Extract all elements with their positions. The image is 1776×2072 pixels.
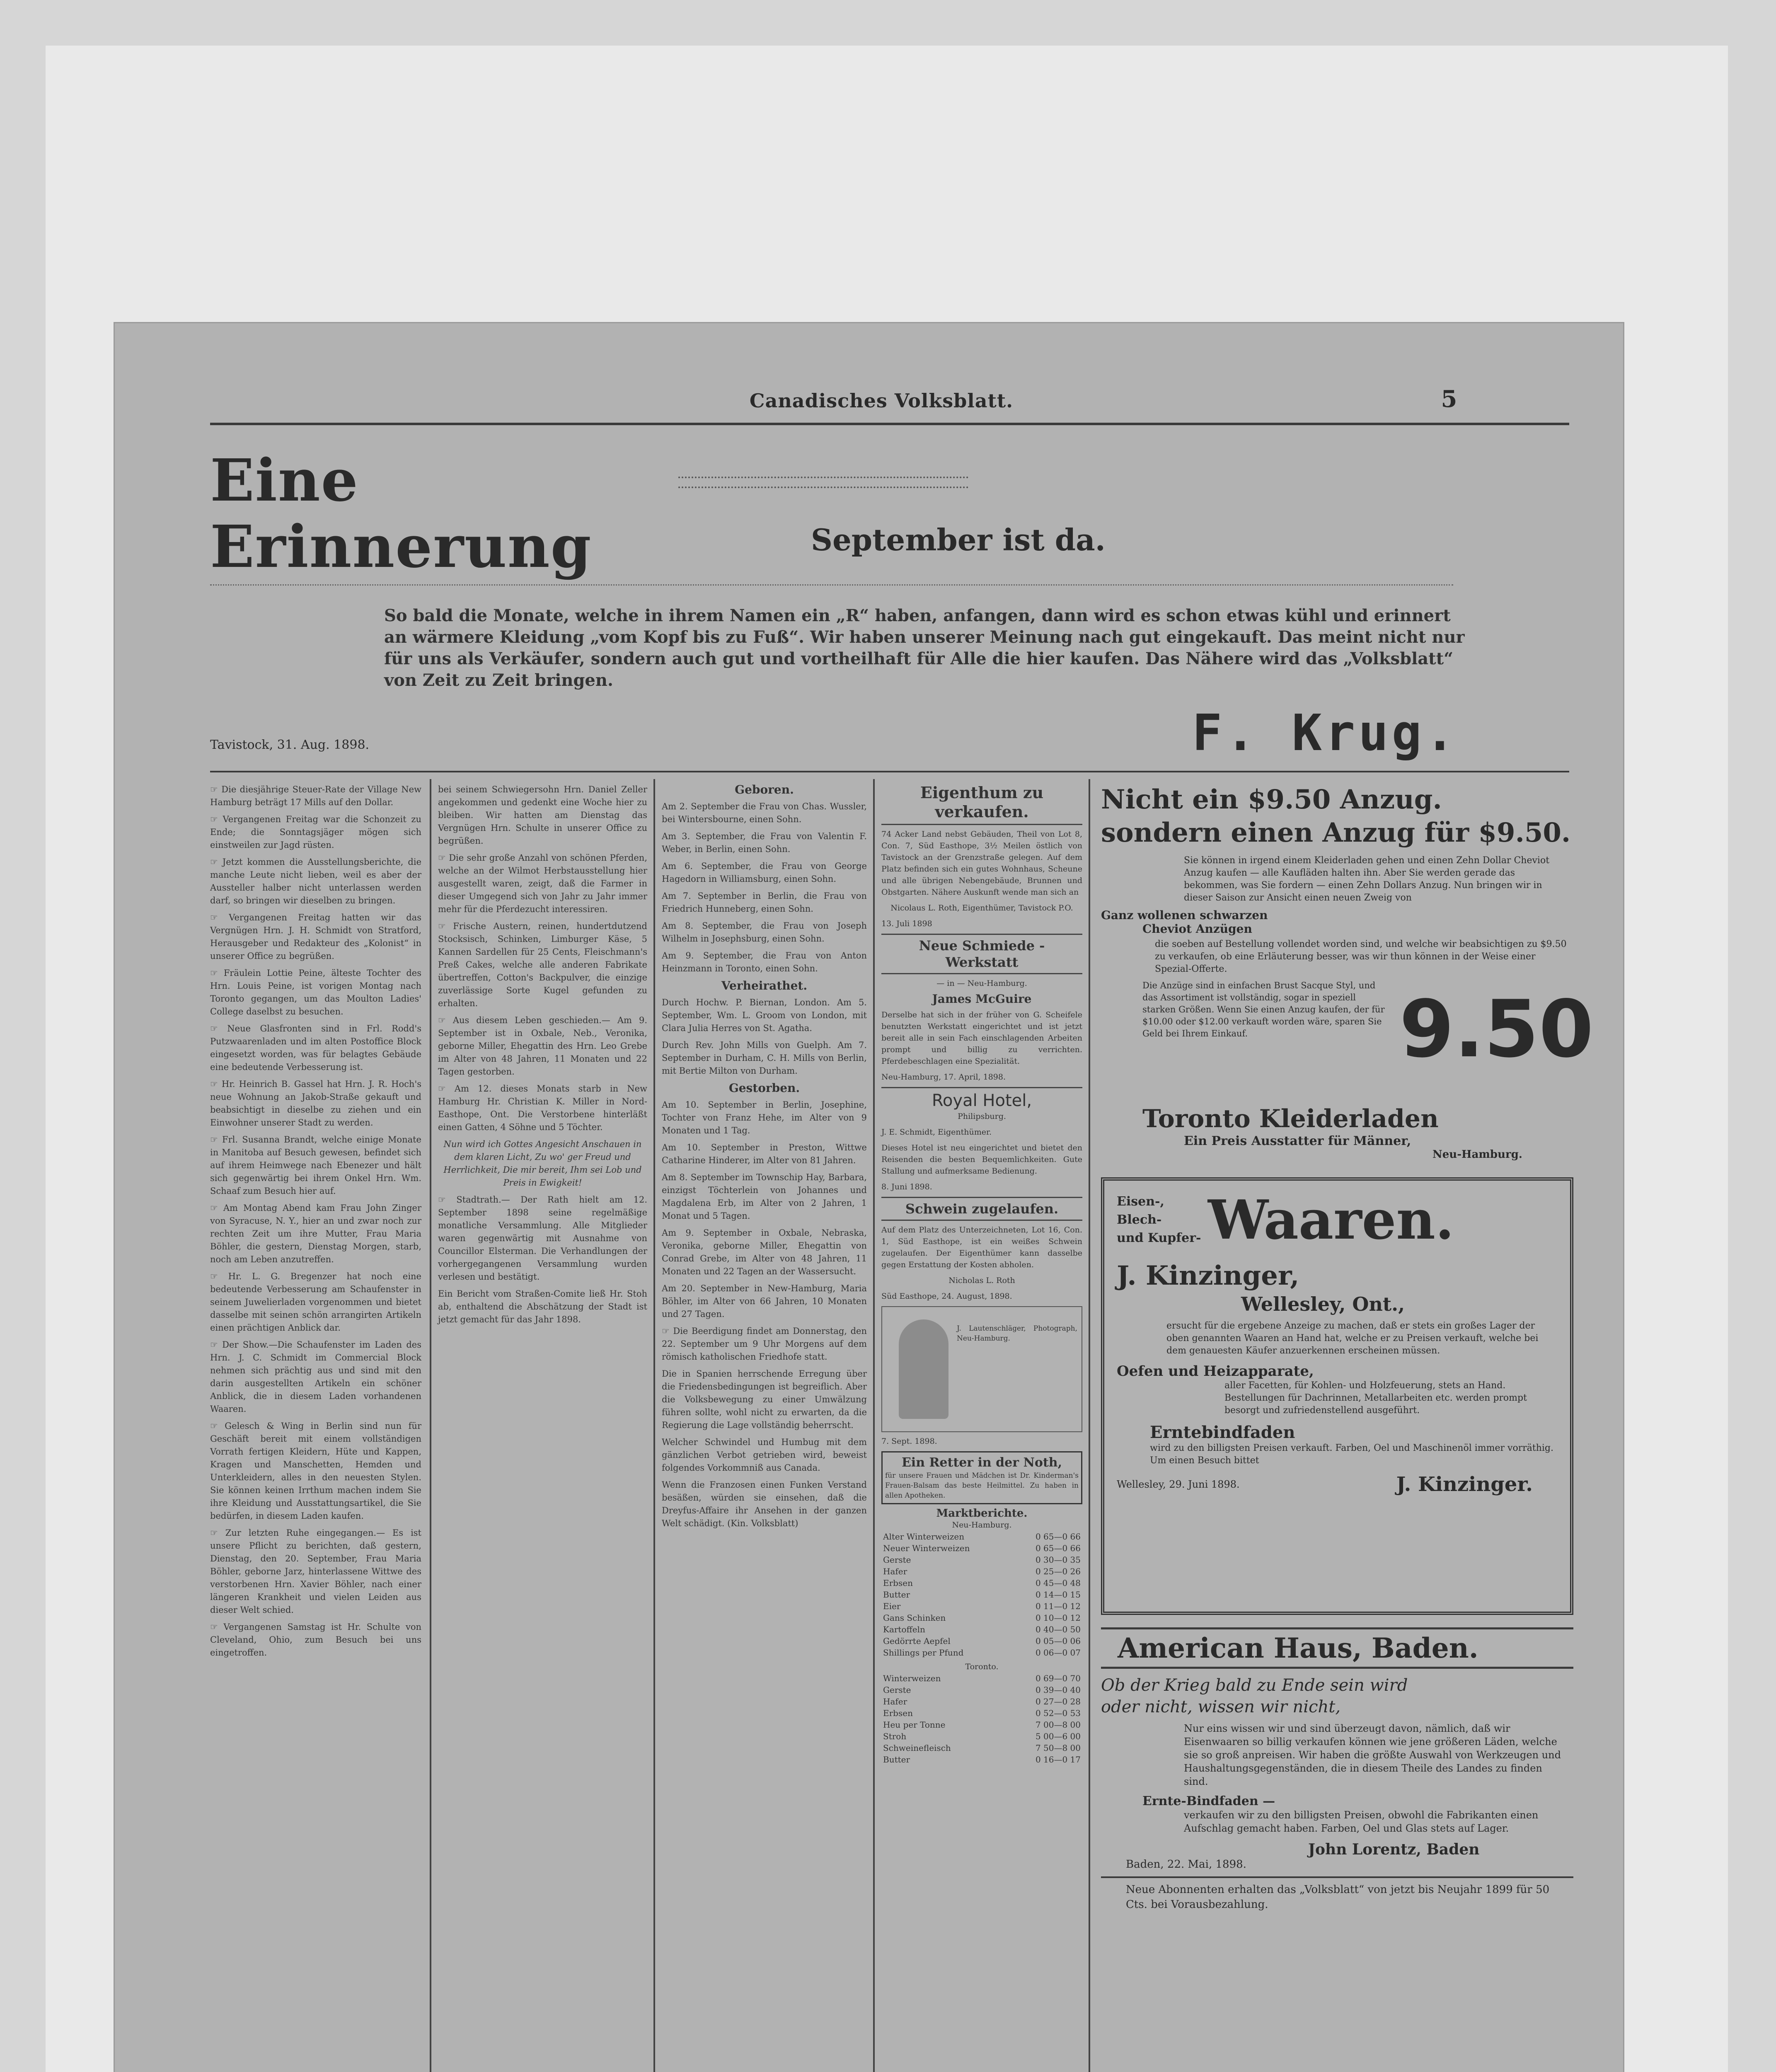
- geboren-heading: Geboren.: [735, 783, 794, 796]
- market-item: Erbsen: [883, 1578, 913, 1588]
- waaren-title: Waaren.: [1208, 1188, 1454, 1251]
- market-item: Gedörrte Aepfel: [883, 1636, 951, 1646]
- market-price: 0 14—0 15: [1035, 1590, 1081, 1600]
- market-row: [881, 1635, 1082, 1647]
- news-item: ☞ Neue Glasfronten sind in Frl. Rodd's Putzwaarenladen und im alten Postoffice Block eingesetzt worden, was für belagtes Gebäude eine bedeutende Verbesserung ist.: [210, 1024, 421, 1072]
- news-item: ☞ Fräulein Lottie Peine, älteste Tochter des Hrn. Louis Peine, ist vorigen Montag nach Toronto gegangen, um das Moulton Ladies' College daselbst zu besuchen.: [210, 968, 421, 1017]
- market-item: Kartoffeln: [883, 1624, 925, 1634]
- market-item: Neuer Winterweizen: [883, 1543, 970, 1553]
- ad-body: Dieses Hotel ist neu eingerichtet und bietet den Reisenden die besten Bequemlichkeiten. Gute Stallung und aufmerksame Bedienung.: [881, 1143, 1082, 1176]
- kinzinger-name: J. Kinzinger,: [1117, 1260, 1299, 1291]
- top-ad-body: So bald die Monate, welche in ihrem Namen ein „R“ haben, anfangen, dann wird es schon etwas kühl und erinnert an wärmere Kleidung „vom Kopf bis zu Fuß“. Wir haben unserer Meinung nach gut eingekauft. Das meint nicht nur für uns als Verkäufer, sondern auch gut und vortheilhaft für Alle die hier kaufen. Das Nähere wird das „Volksblatt“ von Zeit zu Zeit bringen.: [384, 606, 1465, 690]
- ad-date: Neu-Hamburg, 17. April, 1898.: [881, 1072, 1006, 1082]
- american-signature: John Lorentz, Baden: [1308, 1841, 1480, 1858]
- market-price: 7 50—8 00: [1035, 1743, 1081, 1753]
- eigenthum-heading: Eigenthum zu verkaufen.: [881, 783, 1082, 825]
- market-row: [881, 1754, 1082, 1765]
- kinzinger-body: ersucht für die ergebene Anzeige zu machen, daß er stets ein großes Lager der oben genannten Waaren an Hand hat, welche er zu Preisen verkauft, welche bei dem genauesten Käufer anzuerkennen erscheinen müssen.: [1166, 1321, 1539, 1356]
- ad-body: 74 Acker Land nebst Gebäuden, Theil von Lot 8, Con. 7, Süd Easthope, 3½ Meilen östlich von Tavistock an der Grenzstraße gelegen. Auf dem Platz befinden sich ein gutes Wohnhaus, Scheune und alle übrigen Nebengebäude, Brunnen und Obstgarten. Nähere Auskunft wende man sich an: [881, 830, 1082, 897]
- market-row: [881, 1566, 1082, 1577]
- divider-ornament: [210, 584, 1453, 590]
- kinzinger-date: Wellesley, 29. Juni 1898.: [1117, 1479, 1240, 1490]
- notice-item: Durch Hochw. P. Biernan, London. Am 5. September, Wm. L. Groom von London, mit Clara Julia Herres von St. Agatha.: [662, 997, 867, 1033]
- paper-title: Canadisches Volksblatt.: [749, 390, 1014, 412]
- market-row: [881, 1719, 1082, 1731]
- top-ad-headline: Eine Erinnerung: [210, 447, 592, 581]
- news-item: ☞ Frl. Susanna Brandt, welche einige Monate in Manitoba auf Besuch gewesen, befindet sich auf ihrem Heimwege nach Ebenezer und hält sich gegenwärtig bei ihrem Onkel Hrn. Wm. Schaaf zum Besuch hier auf.: [210, 1135, 421, 1196]
- top-ad-subhead: September ist da.: [811, 522, 1106, 557]
- gestorben-heading: Gestorben.: [728, 1081, 800, 1095]
- ad-date: 7. Sept. 1898.: [881, 1437, 937, 1446]
- news-item: ☞ Vergangenen Samstag ist Hr. Schulte von Cleveland, Ohio, zum Besuch bei uns eingetroffen.: [210, 1622, 421, 1658]
- ad-date: Süd Easthope, 24. August, 1898.: [881, 1292, 1012, 1301]
- schmiede-name: James McGuire: [932, 992, 1032, 1006]
- markt-to-table: [881, 1673, 1082, 1765]
- market-row: [881, 1542, 1082, 1554]
- news-item: Die in Spanien herrschende Erregung über die Friedensbedingungen ist begreiflich. Aber die Volksbewegung zu einer Umwälzung führen sollte, wohl nicht zu erwarten, da die Regierung die Lage vollständig beherrscht.: [662, 1369, 867, 1430]
- news-item: Welcher Schwindel und Humbug mit dem gänzlichen Verbot getrieben wird, beweist folgendes Vorkommniß aus Canada.: [662, 1437, 867, 1473]
- poem: Nun wird ich Gottes Angesicht Anschauen in dem klaren Licht, Zu wo' ger Freud und Herrlichkeit, Die mir bereit, Ihm sei Lob und Preis in Ewigkeit!: [443, 1139, 642, 1188]
- markt-heading: Marktberichte.: [936, 1507, 1028, 1520]
- top-ad-place-date: Tavistock, 31. Aug. 1898.: [210, 738, 370, 752]
- oefen-heading: Oefen und Heizapparate,: [1117, 1363, 1314, 1380]
- anzug-headline-2: sondern einen Anzug für $9.50.: [1101, 817, 1571, 848]
- news-item: ☞ Die diesjährige Steuer-Rate der Village New Hamburg beträgt 17 Mills auf den Dollar.: [210, 784, 421, 807]
- notice-item: Am 9. September in Oxbale, Nebraska, Veronika, geborne Miller, Ehegattin von Conrad Grebe, im Alter von 48 Jahren, 11 Monaten und 22 Tagen an der Wassersucht.: [662, 1228, 867, 1276]
- oefen-body: aller Facetten, für Kohlen- und Holzfeuerung, stets an Hand. Bestellungen für Dachrinnen, Metallarbeiten etc. werden prompt besorgt und zufriedenstellend ausgeführt.: [1224, 1380, 1527, 1416]
- market-price: 0 25—0 26: [1035, 1566, 1081, 1576]
- market-price: 0 05—0 06: [1035, 1636, 1081, 1646]
- american-body: Nur eins wissen wir und sind überzeugt davon, nämlich, daß wir Eisenwaaren so billig verkaufen können wie jene größeren Läden, welche sie so groß anpreisen. Wir haben die größte Auswahl von Werkzeugen und Haushaltungsgegenständen, die in diesem Theile des Landes zu finden sind.: [1184, 1723, 1561, 1787]
- market-item: Hafer: [883, 1566, 907, 1576]
- photograph-illustration: [881, 1306, 1082, 1432]
- ad-signature: Nicholas L. Roth: [948, 1276, 1015, 1285]
- news-item: bei seinem Schwiegersohn Hrn. Daniel Zeller angekommen und gedenkt eine Woche hier zu bleiben. Wir hatten am Dienstag das Vergnügen Hrn. Schulte in unserer Office zu begrüßen.: [438, 784, 647, 846]
- anzug-price: 9.50: [1399, 983, 1594, 1075]
- news-item: ☞ Stadtrath.— Der Rath hielt am 12. September 1898 seine regelmäßige monatliche Versammlung. Alle Mitglieder waren gegenwärtig mit Ausnahme von Councillor Elsterman. Die Verhandlungen der vorhergegangenen Versammlung wurden verlesen und bestätigt.: [438, 1195, 647, 1282]
- price-block: [1101, 980, 1594, 1104]
- american-rule-bottom: [1101, 1667, 1573, 1669]
- market-item: Eier: [883, 1601, 901, 1611]
- notice-item: Am 2. September die Frau von Chas. Wussler, bei Wintersbourne, einen Sohn.: [662, 801, 867, 824]
- market-price: 0 39—0 40: [1035, 1685, 1081, 1695]
- retter-body: für unsere Frauen und Mädchen ist Dr. Kinderman's Frauen-Balsam das beste Heilmittel. Zu haben in allen Apotheken.: [885, 1472, 1079, 1500]
- anzug-item-1: Ganz wollenen schwarzen: [1101, 908, 1268, 922]
- market-row: [881, 1589, 1082, 1600]
- waaren-prefix: Eisen-, Blech- und Kupfer-: [1117, 1194, 1201, 1245]
- subscription-note: Neue Abonnenten erhalten das „Volksblatt“ von jetzt bis Neujahr 1899 für 50 Cts. bei Vorausbezahlung.: [1126, 1883, 1550, 1911]
- top-ad-signature: F. Krug.: [1192, 704, 1458, 762]
- ad-date: 8. Juni 1898.: [881, 1182, 932, 1191]
- market-price: 0 16—0 17: [1035, 1755, 1081, 1765]
- verheirathet-heading: Verheirathet.: [721, 979, 808, 992]
- ernte2-heading: Ernte-Bindfaden —: [1142, 1794, 1275, 1808]
- ad-body: Auf dem Platz des Unterzeichneten, Lot 16, Con. 1, Süd Easthope, ist ein weißes Schwein zugelaufen. Der Eigenthümer kann dasselbe gegen Erstattung der Kosten abholen.: [881, 1225, 1082, 1269]
- market-row: [881, 1707, 1082, 1719]
- market-price: 0 52—0 53: [1035, 1708, 1081, 1718]
- market-item: Winterweizen: [883, 1673, 941, 1683]
- news-item: Wenn die Franzosen einen Funken Verstand besäßen, würden sie einsehen, daß die Dreyfus-Affaire ihr Ansehen in der ganzen Welt schädigt. (Kin. Volksblatt): [662, 1480, 867, 1528]
- photograph-caption: J. Lautenschläger, Photograph, Neu-Hamburg.: [957, 1324, 1077, 1343]
- kinzinger-place: Wellesley, Ont.,: [1241, 1293, 1405, 1315]
- ad-bottom-rule: [210, 771, 1569, 772]
- market-row: [881, 1554, 1082, 1566]
- ernte-heading: Erntebindfaden: [1150, 1423, 1295, 1442]
- market-price: 0 27—0 28: [1035, 1697, 1081, 1706]
- market-price: 0 11—0 12: [1035, 1601, 1081, 1611]
- kinzinger-signature: J. Kinzinger.: [1396, 1473, 1533, 1496]
- ernte2-body: verkaufen wir zu den billigsten Preisen, obwohl die Fabrikanten einen Aufschlag gemacht haben. Farben, Oel und Glas stets auf Lager.: [1184, 1809, 1539, 1834]
- notice-item: Am 7. September in Berlin, die Frau von Friedrich Hunneberg, einen Sohn.: [662, 891, 867, 914]
- news-item: ☞ Aus diesem Leben geschieden.— Am 9. September ist in Oxbale, Neb., Veronika, geborne Miller, Ehegattin des Hrn. Leo Grebe im Alter von 48 Jahren, 11 Monaten und 22 Tagen gestorben.: [438, 1015, 647, 1077]
- american-rule-top: [1101, 1627, 1573, 1629]
- news-item: ☞ Vergangenen Freitag hatten wir das Vergnügen Hrn. J. H. Schmidt von Stratford, Herausgeber und Redakteur des „Kolonist“ in unserer Office zu begrüßen.: [210, 913, 421, 961]
- market-price: 0 45—0 48: [1035, 1578, 1081, 1588]
- notice-item: Am 9. September, die Frau von Anton Heinzmann in Toronto, einen Sohn.: [662, 951, 867, 973]
- schmiede-heading: Neue Schmiede - Werkstatt: [881, 934, 1082, 974]
- american-line-1: Ob der Krieg bald zu Ende sein wird: [1101, 1676, 1408, 1695]
- market-price: 5 00—6 00: [1035, 1731, 1081, 1741]
- ad-date: 13. Juli 1898: [881, 919, 932, 928]
- markt-to-heading: Toronto.: [965, 1662, 999, 1671]
- news-item: ☞ Jetzt kommen die Ausstellungsberichte, die manche Leute nicht lieben, weil es aber der Aussteller halber nicht unterlassen werden darf, so bringen wir dieselben zu bringen.: [210, 857, 421, 905]
- anzug-body-2: die soeben auf Bestellung vollendet worden sind, und welche wir beabsichtigen zu $9.50 zu verkaufen, ob eine Erläuterung besser, was wir thun können in der Weise einer Spezial-Offerte.: [1155, 939, 1567, 974]
- notice-item: Am 8. September im Townschip Hay, Barbara, einzigst Töchterlein von Johannes und Magdalena Erb, im Alter von 2 Jahren, 1 Monat und 5 Tagen.: [662, 1172, 867, 1221]
- market-item: Schweinefleisch: [883, 1743, 951, 1753]
- market-row: [881, 1531, 1082, 1542]
- market-item: Gerste: [883, 1555, 911, 1565]
- anzug-headline-1: Nicht ein $9.50 Anzug.: [1101, 784, 1442, 815]
- page-number: 5: [1441, 385, 1457, 413]
- subscription-rule: [1101, 1876, 1573, 1878]
- notice-item: Durch Rev. John Mills von Guelph. Am 7. September in Durham, C. H. Mills von Berlin, mit Bertie Milton von Durham.: [662, 1040, 867, 1076]
- anzug-body-3: Die Anzüge sind in einfachen Brust Sacque Styl, und das Assortiment ist vollständig, sogar in speziell starken Größen. Wenn Sie einen Anzug kaufen, der für $10.00 oder $12.00 verkauft worden wäre, sparen Sie Geld bei Ihrem Einkauf.: [1142, 980, 1385, 1038]
- hotel-heading: Royal Hotel,: [881, 1087, 1082, 1111]
- market-item: Heu per Tonne: [883, 1720, 946, 1730]
- column-4: [881, 783, 1082, 2072]
- headline-ornament: [678, 477, 968, 488]
- markt-nh-heading: Neu-Hamburg.: [952, 1520, 1012, 1530]
- american-date: Baden, 22. Mai, 1898.: [1126, 1858, 1246, 1871]
- kleiderladen-place: Neu-Hamburg.: [1432, 1148, 1522, 1161]
- retter-ad: [881, 1451, 1082, 1504]
- news-item: ☞ Der Show.—Die Schaufenster im Laden des Hrn. J. C. Schmidt im Commercial Block nehmen sich prächtig aus und sind mit den darin ausgestellten Artikeln ein schöner Anblick, die in diesem Laden vorhandenen Waaren.: [210, 1340, 421, 1414]
- column-rule-2: [653, 779, 655, 2072]
- notice-item: Am 8. September, die Frau von Joseph Wilhelm in Josephsburg, einen Sohn.: [662, 921, 867, 944]
- anzug-body: Sie können in irgend einem Kleiderladen gehen und einen Zehn Dollar Cheviot Anzug kaufen — alle Kaufläden halten ihn. Aber Sie werden gerade das bekommen, was Sie fordern — einen Zehn Dollars Anzug. Nun bringen wir in dieser Saison zur Ansicht einen neuen Zweig von: [1184, 855, 1550, 903]
- market-item: Gans Schinken: [883, 1613, 946, 1623]
- market-row: [881, 1696, 1082, 1707]
- column-2: [438, 783, 647, 2072]
- market-row: [881, 1647, 1082, 1658]
- anzug-item-2: Cheviot Anzügen: [1142, 922, 1252, 936]
- news-item: ☞ Gelesch & Wing in Berlin sind nun für Geschäft bereit mit einem vollständigen Vorrath fertigen Kleidern, Hüte und Kappen, Kragen und Manschetten, Hemden und Unterkleidern, alles in den neuesten Stylen. Sie können keinen Irrthum machen indem Sie ihre Kleidung und Ausstattungsartikel, die Sie bedürfen, in diesem Laden kaufen.: [210, 1421, 421, 1521]
- american-line-2: oder nicht, wissen wir nicht,: [1101, 1697, 1341, 1716]
- market-item: Butter: [883, 1755, 910, 1765]
- schmiede-place: — in — Neu-Hamburg.: [936, 979, 1027, 988]
- market-item: Erbsen: [883, 1708, 913, 1718]
- notice-item: Am 3. September, die Frau von Valentin F. Weber, in Berlin, einen Sohn.: [662, 831, 867, 854]
- market-price: 0 40—0 50: [1035, 1624, 1081, 1634]
- schwein-heading: Schwein zugelaufen.: [881, 1197, 1082, 1221]
- market-row: [881, 1612, 1082, 1624]
- news-item: Ein Bericht vom Straßen-Comite ließ Hr. Stoh ab, enthaltend die Abschätzung der Stadt ist jetzt gemacht für das Jahr 1898.: [438, 1289, 647, 1324]
- notice-item: Am 6. September, die Frau von George Hagedorn in Williamsburg, einen Sohn.: [662, 861, 867, 884]
- ad-signature: Nicolaus L. Roth, Eigenthümer, Tavistock P.O.: [890, 903, 1073, 913]
- news-item: ☞ Hr. L. G. Bregenzer hat noch eine bedeutende Verbesserung am Schaufenster in seinem Juwelierladen vorgenommen und bietet dasselbe mit seinen schön arrangirten Artikeln einen prächtigen Anblick dar.: [210, 1271, 421, 1333]
- american-title: American Haus, Baden.: [1118, 1632, 1478, 1664]
- news-item: ☞ Hr. Heinrich B. Gassel hat Hrn. J. R. Hoch's neue Wohnung an Jakob-Straße gekauft und beabsichtigt in dieselbe zu ziehen und ein Einwohner unserer Stadt zu werden.: [210, 1079, 421, 1128]
- news-item: ☞ Die Beerdigung findet am Donnerstag, den 22. September um 9 Uhr Morgens auf dem römisch katholischen Friedhofe statt.: [662, 1326, 867, 1362]
- notice-item: Am 10. September in Preston, Wittwe Catharine Hinderer, im Alter von 81 Jahren.: [662, 1143, 867, 1165]
- market-row: [881, 1673, 1082, 1684]
- market-price: 0 10—0 12: [1035, 1613, 1081, 1623]
- newspaper-page: [115, 323, 1623, 2072]
- market-price: 0 69—0 70: [1035, 1673, 1081, 1683]
- market-price: 0 30—0 35: [1035, 1555, 1081, 1565]
- market-item: Stroh: [883, 1731, 907, 1741]
- news-item: ☞ Am Montag Abend kam Frau John Zinger von Syracuse, N. Y., hier an und zwar noch zur rechten Zeit um ihre Mutter, Frau Maria Böhler, die gestern, Dienstag Morgen, starb, noch am Leben anzutreffen.: [210, 1203, 421, 1264]
- column-1: [210, 783, 421, 2072]
- market-row: [881, 1742, 1082, 1754]
- kleiderladen-tagline: Ein Preis Ausstatter für Männer,: [1184, 1134, 1411, 1148]
- market-row: [881, 1577, 1082, 1589]
- retter-heading: Ein Retter in der Noth,: [901, 1455, 1062, 1470]
- news-item: ☞ Vergangenen Freitag war die Schonzeit zu Ende; die Sonntagsjäger mögen sich einstweilen zur Jagd rüsten.: [210, 814, 421, 850]
- market-price: 0 06—0 07: [1035, 1648, 1081, 1658]
- market-item: Alter Winterweizen: [883, 1532, 965, 1542]
- market-price: 7 00—8 00: [1035, 1720, 1081, 1730]
- notice-item: Am 10. September in Berlin, Josephine, Tochter von Franz Hehe, im Alter von 9 Monaten und 1 Tag.: [662, 1100, 867, 1135]
- notice-item: Am 20. September in New-Hamburg, Maria Böhler, im Alter von 66 Jahren, 10 Monaten und 27 Tagen.: [662, 1283, 867, 1319]
- market-item: Hafer: [883, 1697, 907, 1706]
- market-row: [881, 1684, 1082, 1696]
- market-row: [881, 1731, 1082, 1742]
- market-row: [881, 1600, 1082, 1612]
- ernte-body: wird zu den billigsten Preisen verkauft. Farben, Oel und Maschinenöl immer vorräthig. Um einen Besuch bittet: [1150, 1443, 1553, 1466]
- column-rule-3: [873, 779, 875, 2072]
- market-row: [881, 1624, 1082, 1635]
- masthead-rule: [210, 423, 1569, 425]
- column-3: [662, 783, 867, 2072]
- market-item: Gerste: [883, 1685, 911, 1695]
- figure-illustration: [899, 1319, 948, 1419]
- hotel-place: Philipsburg.: [958, 1112, 1006, 1121]
- hotel-owner: J. E. Schmidt, Eigenthümer.: [881, 1128, 992, 1137]
- right-column: [1101, 783, 1594, 2072]
- kleiderladen-name: Toronto Kleiderladen: [1142, 1104, 1439, 1133]
- news-item: ☞ Die sehr große Anzahl von schönen Pferden, welche an der Wilmot Herbstausstellung hier ausgestellt waren, zeigt, daß die Farmer in dieser Umgegend sich von Jahr zu Jahr immer mehr für die Pferdezucht interessiren.: [438, 853, 647, 914]
- market-item: Butter: [883, 1590, 910, 1600]
- waaren-ad: [1101, 1177, 1573, 1615]
- market-price: 0 65—0 66: [1035, 1532, 1081, 1542]
- markt-nh-table: [881, 1531, 1082, 1658]
- column-rule-1: [430, 779, 431, 2072]
- news-item: ☞ Frische Austern, reinen, hundertdutzend Stocksisch, Schinken, Limburger Käse, 5 Kannen Sardellen für 25 Cents, Fleischmann's Preß Cakes, welche alle anderen Fabrikate übertreffen, Cotton's Backpulver, die einzige zuverlässige Sorte Kugel gefunden zu erhalten.: [438, 921, 647, 1008]
- news-item: ☞ Zur letzten Ruhe eingegangen.— Es ist unsere Pflicht zu berichten, daß gestern, Dienstag, den 20. September, Frau Maria Böhler, geborne Jarz, hinterlassene Wittwe des verstorbenen Hrn. Xavier Böhler, nach einer längeren Krankheit und vielen Leiden aus dieser Welt schied.: [210, 1528, 421, 1615]
- market-item: Shillings per Pfund: [883, 1648, 964, 1658]
- market-price: 0 65—0 66: [1035, 1543, 1081, 1553]
- column-rule-4: [1089, 779, 1090, 2072]
- news-item: ☞ Am 12. dieses Monats starb in New Hamburg Hr. Christian K. Miller in Nord-Easthope, Ont. Die Verstorbene hinterläßt einen Gatten, 4 Söhne und 5 Töchter.: [438, 1084, 647, 1132]
- ad-body: Derselbe hat sich in der früher von G. Scheifele benutzten Werkstatt eingerichtet und ist jetzt bereit alle in sein Fach einschlagenden Arbeiten prompt und billig zu verrichten. Pferdebeschlagen eine Spezialität.: [881, 1010, 1082, 1066]
